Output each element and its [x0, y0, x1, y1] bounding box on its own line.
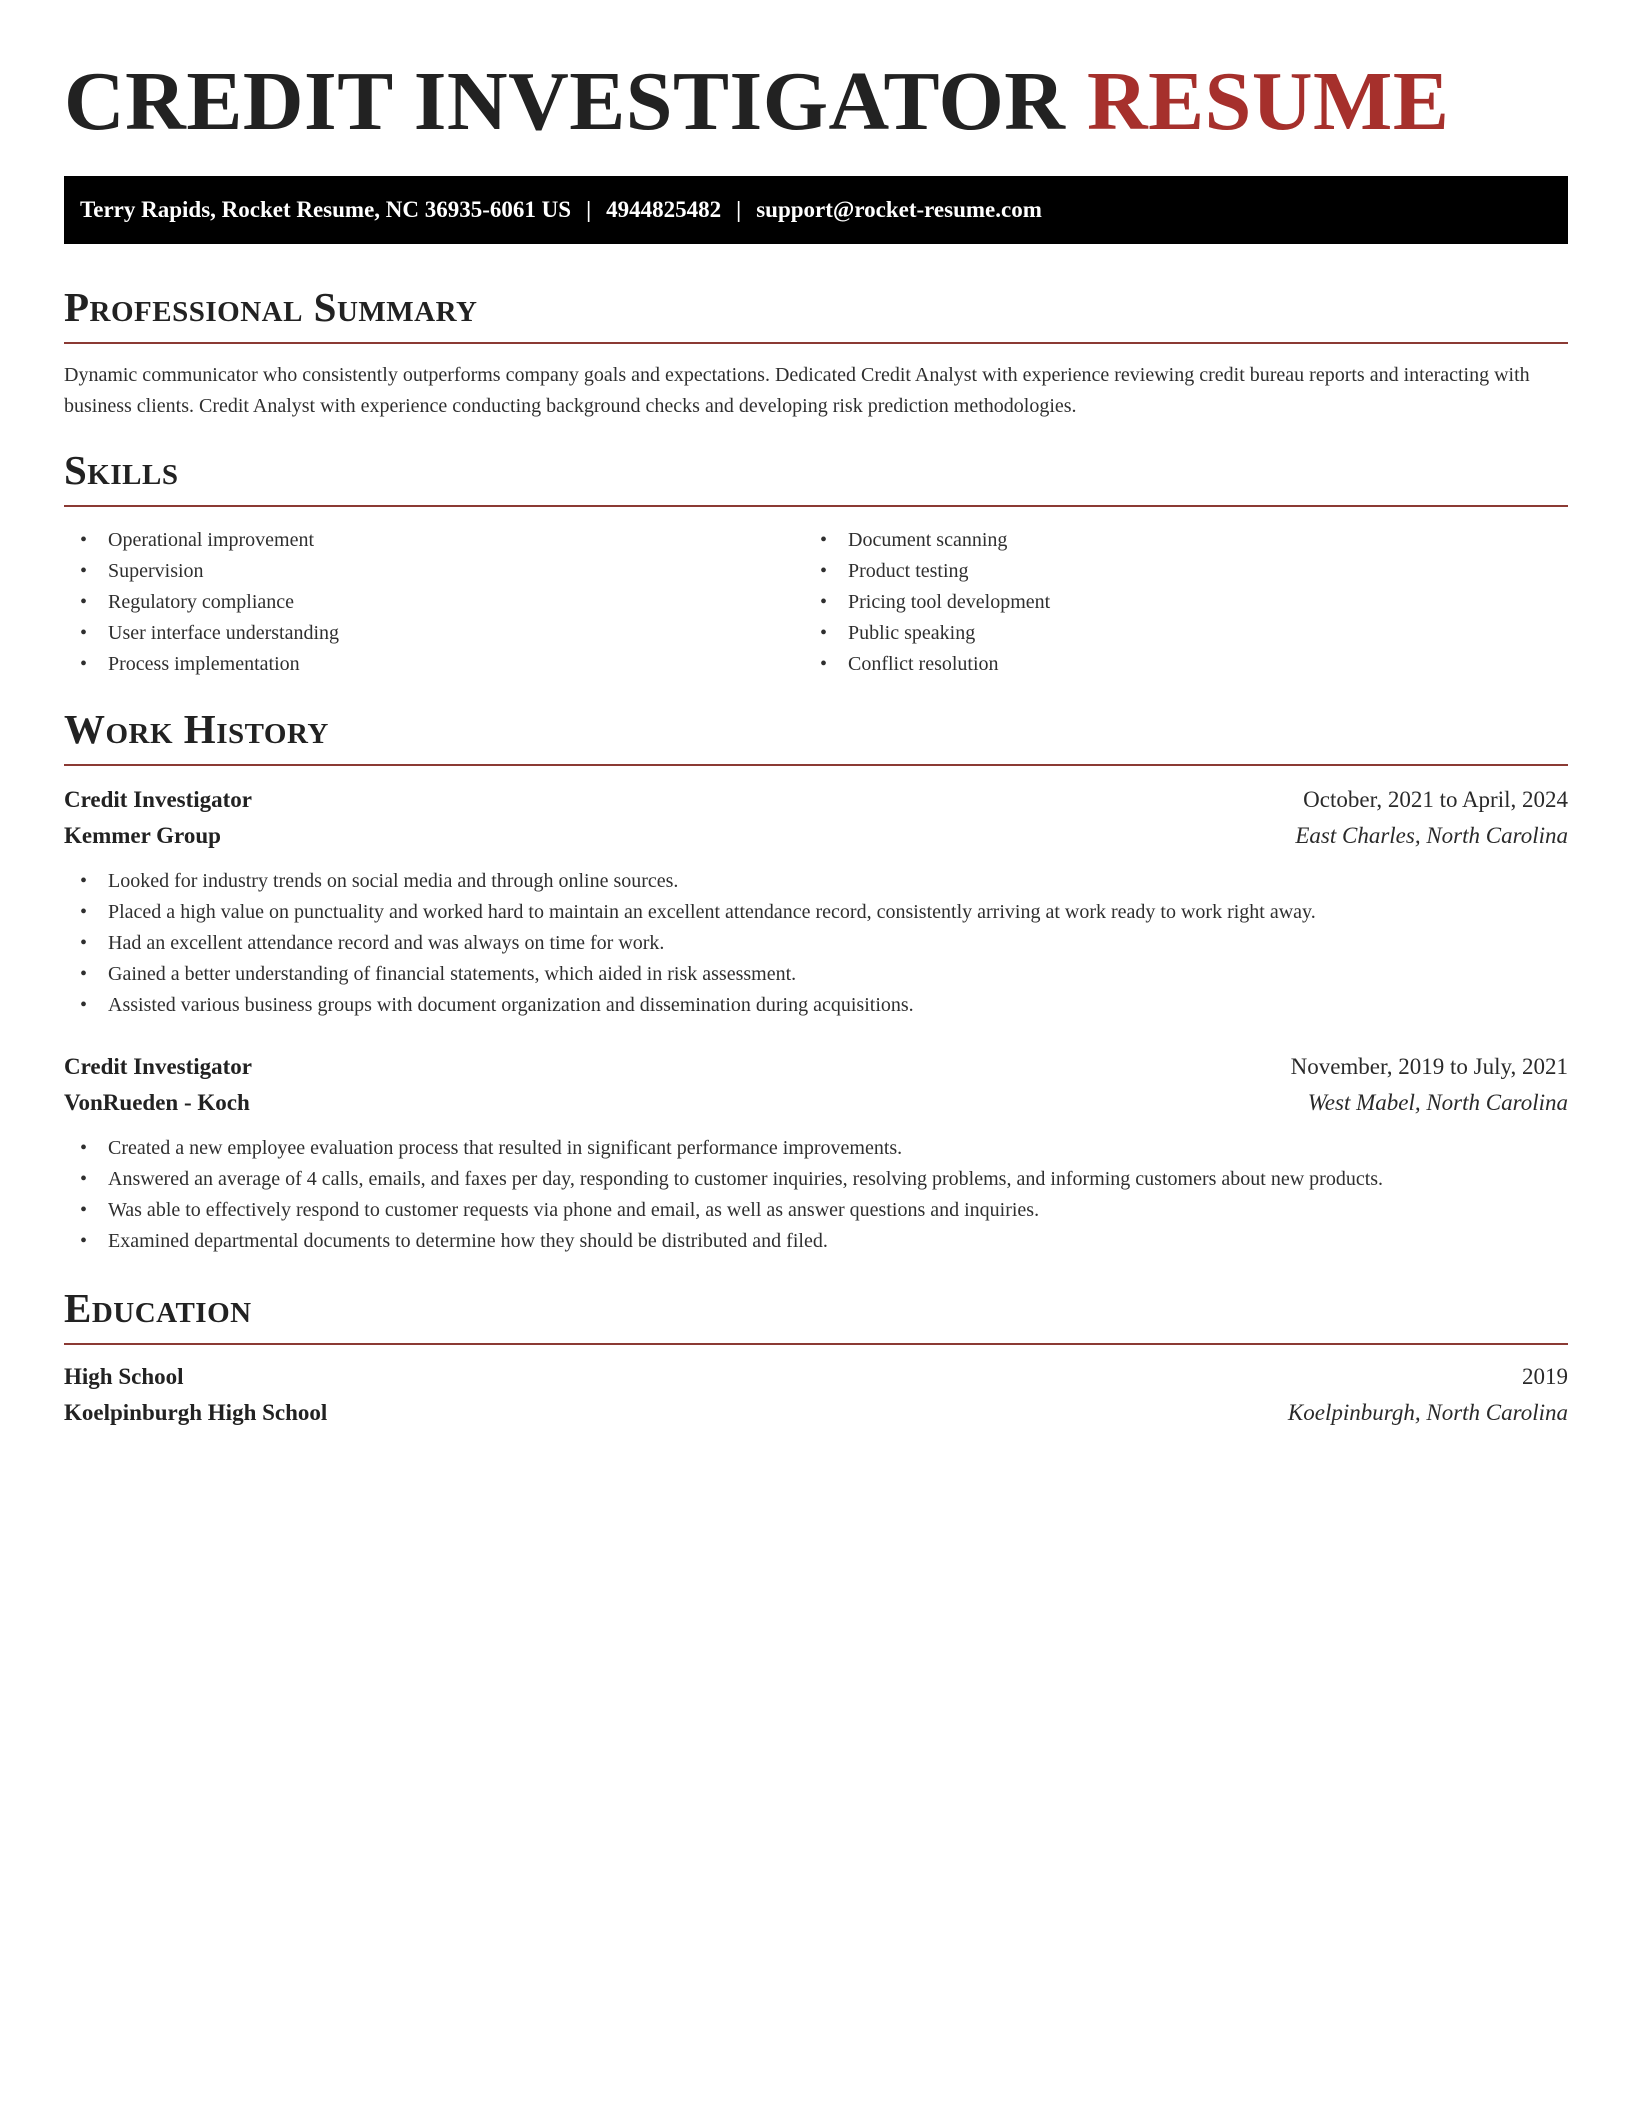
job-dates: November, 2019 to July, 2021 [1290, 1054, 1568, 1079]
job-bullet: • Had an excellent attendance record and was always on time for work. [64, 928, 1568, 959]
education-year: 2019 [1522, 1364, 1568, 1389]
skills-heading: Skills [64, 447, 179, 493]
job-bullets [64, 866, 1568, 1021]
job-location: East Charles, North Carolina [1295, 823, 1568, 848]
job-location: West Mabel, North Carolina [1307, 1090, 1568, 1115]
title-accent: RESUME [1086, 55, 1450, 148]
job-bullet: • Gained a better understanding of financial statements, which aided in risk assessment. [64, 959, 1568, 990]
resume-title [64, 0, 1568, 152]
resume-page [64, 0, 1568, 1431]
skills-grid [64, 525, 1568, 680]
skill-item: • Product testing [804, 556, 1544, 587]
job-company: VonRueden - Koch [64, 1090, 250, 1115]
job-dates: October, 2021 to April, 2024 [1303, 787, 1568, 812]
job-bullets [64, 1133, 1568, 1257]
job-company: Kemmer Group [64, 823, 221, 848]
contact-phone[interactable]: 4944825482 [606, 197, 722, 222]
job-bullet: • Examined departmental documents to determine how they should be distributed and filed. [64, 1226, 1568, 1257]
job-header-row [64, 1049, 1568, 1085]
section-divider [64, 764, 1568, 766]
education-school: Koelpinburgh High School [64, 1400, 328, 1425]
education-section [64, 1283, 1568, 1431]
education-school-row [64, 1395, 1568, 1431]
job-title: Credit Investigator [64, 1054, 253, 1079]
skill-item: • Conflict resolution [804, 649, 1544, 680]
skill-item: • Process implementation [64, 649, 804, 680]
summary-section [64, 282, 1568, 421]
title-main: CREDIT INVESTIGATOR [64, 55, 1066, 148]
section-divider [64, 342, 1568, 344]
education-degree: High School [64, 1364, 184, 1389]
summary-heading: Professional Summary [64, 284, 478, 330]
skill-item: • User interface understanding [64, 618, 804, 649]
job-bullet: • Looked for industry trends on social media and through online sources. [64, 866, 1568, 897]
skill-item: • Operational improvement [64, 525, 804, 556]
skills-list-right [804, 525, 1544, 680]
job-company-row [64, 818, 1568, 854]
job-bullet: • Created a new employee evaluation process that resulted in significant performance improvements. [64, 1133, 1568, 1164]
skills-section [64, 445, 1568, 680]
job-bullet: • Was able to effectively respond to customer requests via phone and email, as well as answer questions and inquiries. [64, 1195, 1568, 1226]
skill-item: • Supervision [64, 556, 804, 587]
job-company-row [64, 1085, 1568, 1121]
education-heading: Education [64, 1285, 252, 1331]
skill-item: • Regulatory compliance [64, 587, 804, 618]
education-entry [64, 1359, 1568, 1431]
work-history-section [64, 704, 1568, 1257]
job-bullet: • Assisted various business groups with document organization and dissemination during acquisitions. [64, 990, 1568, 1021]
contact-email[interactable]: support@rocket-resume.com [756, 197, 1042, 222]
contact-separator: | [586, 197, 592, 222]
job-entry [64, 782, 1568, 1021]
education-header-row [64, 1359, 1568, 1395]
job-entry [64, 1049, 1568, 1257]
skill-item: • Public speaking [804, 618, 1544, 649]
contact-bar [64, 176, 1568, 244]
section-divider [64, 505, 1568, 507]
skill-item: • Document scanning [804, 525, 1544, 556]
job-header-row [64, 782, 1568, 818]
contact-address: Terry Rapids, Rocket Resume, NC 36935-6061 US [80, 197, 572, 222]
contact-separator: | [736, 197, 742, 222]
job-bullet: • Placed a high value on punctuality and worked hard to maintain an excellent attendance record, consistently arriving at work ready to work right away. [64, 897, 1568, 928]
job-bullet: • Answered an average of 4 calls, emails, and faxes per day, responding to customer inquiries, resolving problems, and informing customers about new products. [64, 1164, 1568, 1195]
work-history-heading: Work History [64, 706, 329, 752]
job-title: Credit Investigator [64, 787, 253, 812]
section-divider [64, 1343, 1568, 1345]
education-location: Koelpinburgh, North Carolina [1287, 1400, 1568, 1425]
skills-list-left [64, 525, 804, 680]
skill-item: • Pricing tool development [804, 587, 1544, 618]
summary-text: Dynamic communicator who consistently outperforms company goals and expectations. Dedicated Credit Analyst with experience reviewing credit bureau reports and interacting with business clients. Credit Analyst with experience conducting background checks and developing risk prediction methodologies. [64, 364, 1530, 417]
